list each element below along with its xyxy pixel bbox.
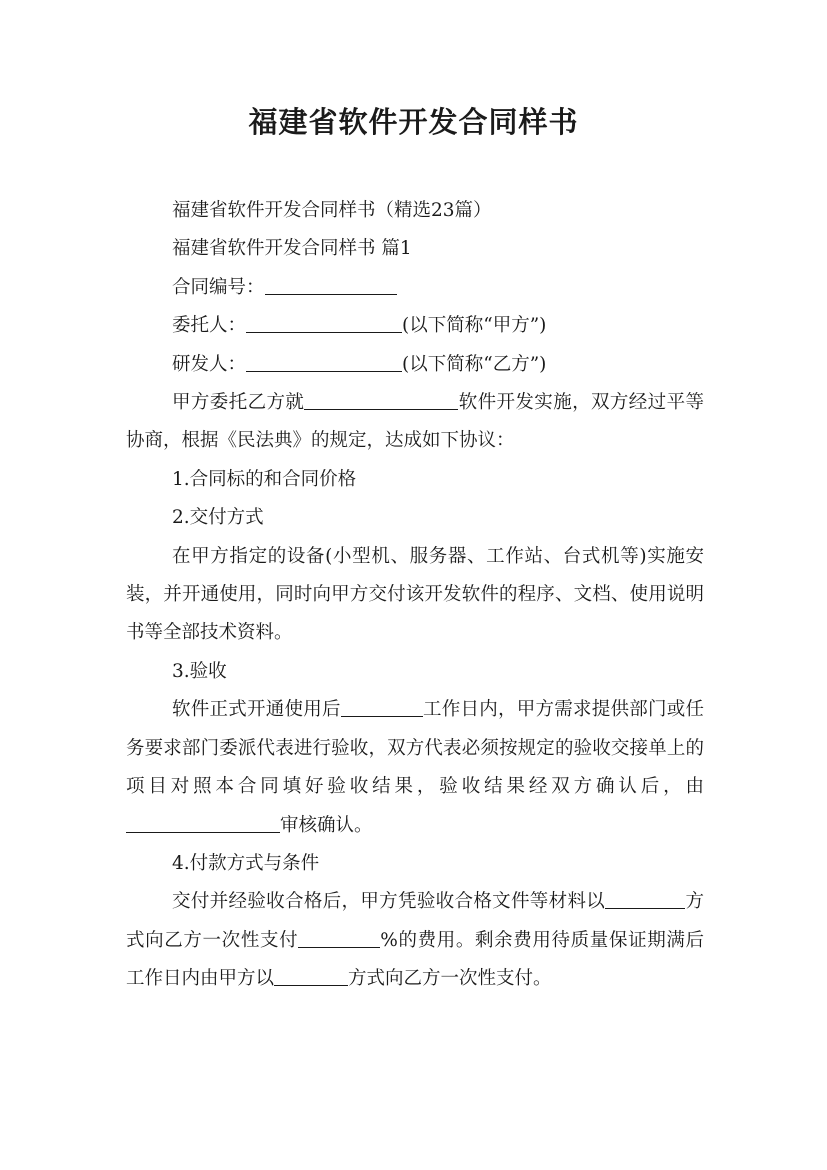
item4-text-b: 方式向乙方一次性支付 — [126, 891, 704, 951]
item3-text-a: 软件正式开通使用后 — [172, 699, 341, 721]
payment-percent-blank — [298, 925, 380, 948]
developer-blank — [246, 349, 402, 372]
developer-line — [126, 346, 704, 384]
item1-heading: 1.合同标的和合同价格 — [172, 468, 357, 490]
reviewer-blank — [126, 810, 280, 833]
developer-label: 研发人： — [172, 353, 247, 375]
client-blank — [246, 310, 402, 333]
intro-text-a: 甲方委托乙方就 — [172, 392, 305, 414]
remaining-method-blank — [274, 963, 348, 986]
project-blank — [304, 387, 458, 410]
item2-heading: 2.交付方式 — [172, 507, 264, 529]
developer-suffix: (以下简称“乙方”) — [402, 353, 547, 375]
item4-text-c: %的费用。剩余费用待质量保证期满后工作日内由甲方以 — [126, 929, 704, 990]
item3-paragraph — [126, 691, 704, 845]
item4-paragraph — [126, 883, 704, 998]
item4-text-d: 方式向乙方一次性支付。 — [348, 968, 552, 990]
client-label: 委托人： — [172, 315, 247, 337]
document-body — [126, 192, 704, 999]
client-line — [126, 307, 704, 345]
item3-heading: 3.验收 — [172, 660, 227, 682]
section-heading: 福建省软件开发合同样书 篇1 — [172, 238, 412, 260]
contract-number-blank — [265, 272, 397, 295]
payment-method-blank — [605, 886, 685, 909]
item3-text-c: 审核确认。 — [280, 814, 373, 836]
document-subtitle: 福建省软件开发合同样书（精选23篇） — [172, 200, 492, 221]
intro-text-b: 软件开发实施，双方经过平等协商，根据《民法典》的规定，达成如下协议： — [126, 392, 704, 452]
client-suffix: (以下简称“甲方”) — [402, 315, 547, 337]
item3-text-b: 工作日内，甲方需求提供部门或任务要求部门委派代表进行验收，双方代表必须按规定的验收交接单上的项目对照本合同填好验收结果，验收结果经双方确认后，由 — [126, 699, 704, 798]
workday-blank — [341, 694, 423, 717]
intro-paragraph — [126, 384, 704, 461]
contract-number-line — [126, 269, 704, 307]
document-title: 福建省软件开发合同样书 — [248, 105, 579, 139]
item4-text-a: 交付并经验收合格后，甲方凭验收合格文件等材料以 — [172, 891, 606, 913]
item2-paragraph: 在甲方指定的设备(小型机、服务器、工作站、台式机等)实施安装，并开通使用，同时向甲方交付该开发软件的程序、文档、使用说明书等全部技术资料。 — [126, 545, 704, 644]
item4-heading: 4.付款方式与条件 — [172, 852, 320, 874]
contract-number-label: 合同编号： — [172, 276, 265, 298]
